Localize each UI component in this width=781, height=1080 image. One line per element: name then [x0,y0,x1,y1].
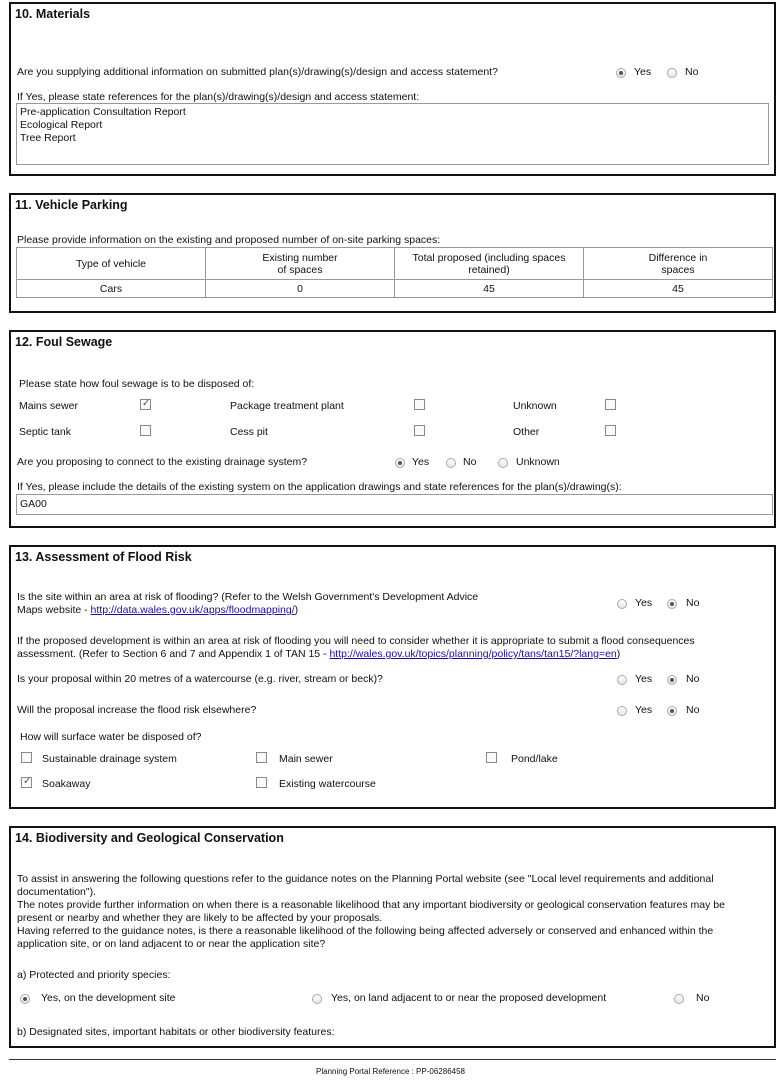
materials-yes-label: Yes [634,66,652,78]
footer-rule [9,1059,776,1060]
drainage-yes-label: Yes [412,456,430,468]
other-checkbox[interactable] [605,425,616,436]
soakaway-checkbox[interactable] [21,777,32,788]
table-cell: 45 [584,280,773,298]
septic-tank-label: Septic tank [19,426,71,438]
drainage-unknown-label: Unknown [516,456,560,468]
soakaway-label: Soakaway [42,778,91,790]
table-row [17,280,773,298]
main-sewer-label: Main sewer [279,753,333,765]
unknown-checkbox[interactable] [605,399,616,410]
section-title: 12. Foul Sewage [15,335,113,349]
septic-tank-checkbox[interactable] [140,425,151,436]
cess-pit-label: Cess pit [230,426,268,438]
flood-note-text: ) [616,648,621,660]
table-cell: 0 [206,280,395,298]
materials-refs-textarea[interactable] [16,103,769,165]
table-header: Total proposed (including spaces retained) [395,248,584,280]
flood-increase-no-label: No [686,704,700,716]
flood-no-radio[interactable] [667,599,677,609]
watercourse-yes-radio[interactable] [617,675,627,685]
section-vehicle-parking [9,193,776,313]
species-no-radio[interactable] [674,994,684,1004]
guidance-text: present or nearby and whether they are likely to be affected by your proposals. [17,912,383,924]
materials-question: Are you supplying additional information on submitted plan(s)/drawing(s)/design and access statement? [17,66,498,78]
cess-pit-checkbox[interactable] [414,425,425,436]
flood-note-line: If the proposed development is within an area at risk of flooding you will need to consider whether it is appropriate to submit a flood consequences [17,635,695,647]
species-question: a) Protected and priority species: [17,969,171,981]
guidance-text: application site, or on land adjacent to or near the application site? [17,938,326,950]
materials-ref: Ecological Report [20,119,103,131]
materials-yes-radio[interactable] [616,68,626,78]
parking-intro: Please provide information on the existing and proposed number of on-site parking spaces: [17,234,441,246]
drainage-yes-radio[interactable] [395,458,405,468]
table-header: Difference in spaces [584,248,773,280]
drainage-unknown-radio[interactable] [498,458,508,468]
flood-question-text: ) [294,604,299,616]
watercourse-no-label: No [686,673,700,685]
portal-reference: Planning Portal Reference : PP-06286458 [316,1067,465,1076]
drainage-refs-label: If Yes, please include the details of the existing system on the application drawings and state references for the plan(s)/drawing(s): [17,481,622,493]
guidance-text: Having referred to the guidance notes, is there a reasonable likelihood of the following being affected adversely or conserved and enhanced within the [17,925,714,937]
species-yes-adjacent-label: Yes, on land adjacent to or near the proposed development [331,992,607,1004]
drainage-question: Are you proposing to connect to the existing drainage system? [17,456,308,468]
table-header: Type of vehicle [17,248,206,280]
main-sewer-checkbox[interactable] [256,752,267,763]
species-yes-adjacent-radio[interactable] [312,994,322,1004]
section-title: 11. Vehicle Parking [15,198,128,212]
suds-checkbox[interactable] [21,752,32,763]
section-materials [9,2,776,176]
pond-lake-label: Pond/lake [511,753,558,765]
parking-table [16,247,773,298]
floodmapping-link[interactable]: http://data.wales.gov.uk/apps/floodmapping/ [90,604,295,616]
section-title: 10. Materials [15,7,91,21]
drainage-refs-input[interactable] [16,494,773,515]
flood-increase-question: Will the proposal increase the flood risk elsewhere? [17,704,257,716]
table-cell: Cars [17,280,206,298]
section-biodiversity [9,826,776,1048]
flood-note-text: assessment. (Refer to Section 6 and 7 and Appendix 1 of TAN 15 - [17,648,330,660]
watercourse-question: Is your proposal within 20 metres of a watercourse (e.g. river, stream or beck)? [17,673,383,685]
section-title: 14. Biodiversity and Geological Conservation [15,831,284,845]
table-cell: 45 [395,280,584,298]
table-header: Existing number of spaces [206,248,395,280]
flood-question-text: Maps website - [17,604,91,616]
package-plant-label: Package treatment plant [230,400,344,412]
drainage-ref-value: GA00 [20,498,47,510]
other-label: Other [513,426,540,438]
flood-no-label: No [686,597,700,609]
flood-note-line [17,648,620,660]
package-plant-checkbox[interactable] [414,399,425,410]
materials-refs-label: If Yes, please state references for the plan(s)/drawing(s)/design and access statement: [17,91,420,103]
drainage-no-radio[interactable] [446,458,456,468]
guidance-text: documentation"). [17,886,97,898]
mains-sewer-checkbox[interactable] [140,399,151,410]
watercourse-no-radio[interactable] [667,675,677,685]
section-foul-sewage [9,330,776,528]
surface-water-question: How will surface water be disposed of? [20,731,202,743]
guidance-text: To assist in answering the following questions refer to the guidance notes on the Planning Portal website (see "Local level requirements and additional [17,873,714,885]
species-yes-site-label: Yes, on the development site [41,992,176,1004]
species-yes-site-radio[interactable] [20,994,30,1004]
flood-yes-label: Yes [635,597,653,609]
flood-yes-radio[interactable] [617,599,627,609]
existing-watercourse-checkbox[interactable] [256,777,267,788]
flood-question-line [17,604,298,616]
flood-question-line: Is the site within an area at risk of flooding? (Refer to the Welsh Government's Development Advice [17,591,479,603]
materials-no-radio[interactable] [667,68,677,78]
existing-watercourse-label: Existing watercourse [279,778,376,790]
species-no-label: No [696,992,710,1004]
drainage-no-label: No [463,456,477,468]
flood-increase-yes-radio[interactable] [617,706,627,716]
section-title: 13. Assessment of Flood Risk [15,550,192,564]
section-flood-risk [9,545,776,809]
tan15-link[interactable]: http://wales.gov.uk/topics/planning/policy/tans/tan15/?lang=en [329,648,617,660]
watercourse-yes-label: Yes [635,673,653,685]
materials-no-label: No [685,66,699,78]
designated-sites-question: b) Designated sites, important habitats or other biodiversity features: [17,1026,335,1038]
pond-lake-checkbox[interactable] [486,752,497,763]
sewage-intro: Please state how foul sewage is to be disposed of: [19,378,255,390]
materials-ref: Pre-application Consultation Report [20,106,186,118]
unknown-label: Unknown [513,400,557,412]
flood-increase-yes-label: Yes [635,704,653,716]
mains-sewer-label: Mains sewer [19,400,78,412]
materials-ref: Tree Report [20,132,76,144]
suds-label: Sustainable drainage system [42,753,177,765]
flood-increase-no-radio[interactable] [667,706,677,716]
guidance-text: The notes provide further information on when there is a reasonable likelihood that any important biodiversity or geological conservation features may be [17,899,725,911]
